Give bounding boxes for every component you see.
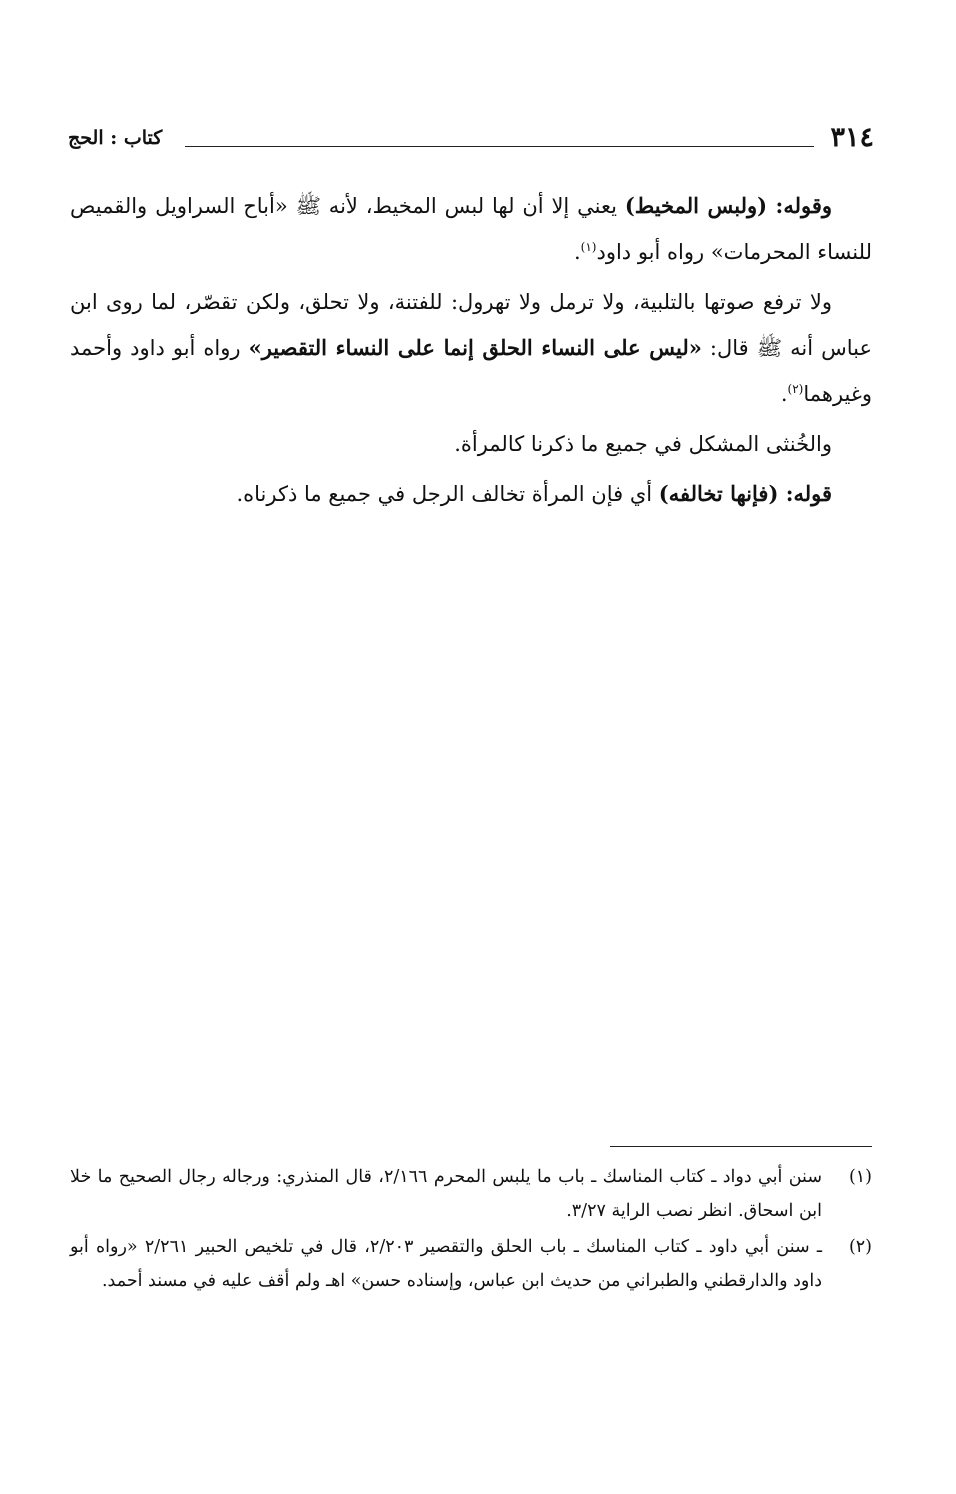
running-header [68,118,874,158]
footnote-separator [610,1146,872,1147]
paragraph-2-text-a: ولا ترفع صوتها بالتلبية، ولا ترمل ولا تهرول: للفتنة، ولا تحلق، ولكن تقصّر، لما روى ابن عباس أنه ﷺ قال: [70,290,872,360]
paragraph-2 [70,279,872,417]
book-title: كتاب : الحج [68,127,163,149]
footnote-2-text: ـ سنن أبي داود ـ كتاب المناسك ـ باب الحلق والتقصير ٢/٢٠٣، قال في تلخيص الحبير ٢/٢٦١ «رواه أبو داود والدارقطني والطبراني من حديث ابن عباس، وإسناده حسن» اهـ ولم أقف عليه في مسند أحمد. [70,1237,822,1291]
footnote-1-number: (١) [848,1167,872,1187]
paragraph-3-text: والخُنثى المشكل في جميع ما ذكرنا كالمرأة. [454,432,832,456]
footnote-ref-1: (١) [580,240,597,254]
paragraph-2-text-b: رواه أبو داود وأحمد وغيرهما [70,336,872,406]
paragraph-2-tail: . [780,382,788,406]
paragraph-1-text: يعني إلا أن لها لبس المخيط، لأنه ﷺ «أباح السراويل والقميص للنساء المحرمات» رواه أبو داود [70,194,872,264]
paragraph-4-lead: قوله: (فإنها تخالفه) [658,481,832,506]
paragraph-4-text: أي فإن المرأة تخالف الرجل في جميع ما ذكرناه. [236,482,659,506]
page-number: ٣١٤ [830,122,874,153]
footnote-1-text: سنن أبي دواد ـ كتاب المناسك ـ باب ما يلبس المحرم ٢/١٦٦، قال المنذري: ورجاله رجال الصحيح ما خلا ابن اسحاق. انظر نصب الراية ٣/٢٧. [70,1167,822,1221]
footnote-2-number: (٢) [848,1237,872,1257]
footnotes [70,1160,872,1300]
paragraph-2-hadith: «ليس على النساء الحلق إنما على النساء التقصير» [248,335,702,360]
paragraph-3 [70,421,872,467]
footnote-2 [70,1230,872,1298]
paragraph-1-tail: . [573,240,581,264]
paragraph-1 [70,183,872,275]
paragraph-1-lead: وقوله: (ولبس المخيط) [624,193,832,218]
footnote-ref-2: (٢) [787,382,804,396]
main-text [70,183,872,521]
header-rule [185,146,814,147]
paragraph-4 [70,471,872,517]
footnote-1 [70,1160,872,1228]
